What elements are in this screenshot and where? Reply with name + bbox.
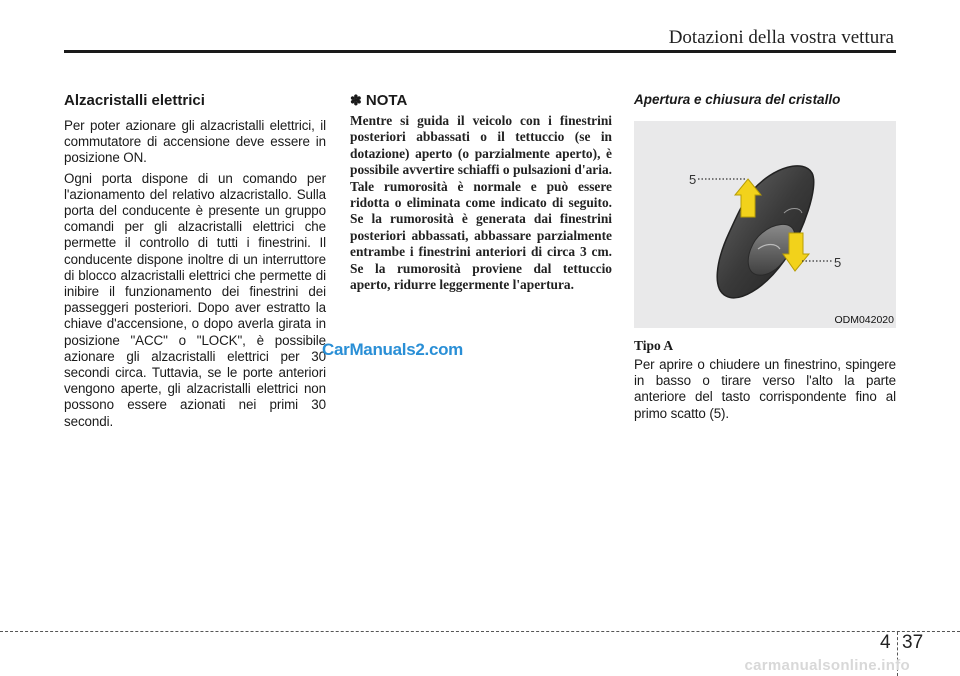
note-title (350, 92, 612, 109)
section-heading-open-close: Apertura e chiusura del cristallo (634, 92, 841, 107)
figure-code: ODM042020 (834, 314, 894, 326)
footer-rule (0, 631, 960, 632)
site-watermark: CarManuals2.com (322, 340, 463, 359)
section-heading-power-windows: Alzacristalli elettrici (64, 92, 205, 109)
note-star-icon: ✽ (350, 92, 362, 108)
paragraph-operation: Per aprire o chiudere un finestrino, spingere in basso o tirare verso l'alto la parte anteriore del tasto corrispondente fino al primo scatto (5). (634, 357, 896, 421)
window-switch-figure (634, 121, 896, 328)
paragraph-controls: Ogni porta dispone di un comando per l'azionamento del relativo alzacristallo. Sulla porta del conducente è presente un gruppo comandi per gli alzacristalli elettrici che permette il controllo di tutti i finestrini. Il conducente dispone inoltre di un interruttore di blocco alzacristalli elettrici che permette di inibire il funzionamento dei finestrini dei passeggeri posteriori. Dopo aver estratto la chiave d'accensione, o dopo averla girata in posizione "ACC" o "LOCK", è possibile azionare gli alzacristalli elettrici per 30 secondi circa. Tuttavia, se le porte anteriori vengono aperte, gli alzacristalli elettrici non possono essere azionati nei primi 30 secondi. (64, 170, 326, 429)
footer-watermark: carmanualsonline.info (744, 657, 910, 674)
column-left (64, 92, 326, 434)
column-right (634, 92, 896, 426)
chapter-number: 4 (880, 632, 891, 653)
column-note (350, 92, 612, 293)
window-switch-illustration (634, 121, 896, 328)
figure-label-top: 5 (689, 172, 697, 187)
figure-label-bottom: 5 (834, 255, 842, 270)
note-text: Mentre si guida il veicolo con i finestrini posteriori abbassati o il tettuccio (se in dotazione) aperto (o parzialmente aperto), è possibile avvertire schiaffi o pulsazioni d'aria. Tale rumorosità è normale e può essere ridotta o eliminata come indicato di seguito. Se la rumorosità è generata dai finestrini posteriori abbassati, abbassare parzialmente entrambe i finestrini anteriori di circa 3 cm. Se la rumorosità proviene dal tettuccio aperto, ridurre leggermente l'apertura. (350, 113, 612, 293)
header-rule (64, 50, 896, 53)
type-label: Tipo A (634, 338, 674, 353)
paragraph-ignition: Per poter azionare gli alzacristalli elettrici, il commutatore di accensione deve essere in posizione ON. (64, 118, 326, 166)
page-number: 37 (902, 632, 924, 653)
page-header-title: Dotazioni della vostra vettura (668, 27, 894, 48)
note-title-label: NOTA (365, 92, 408, 109)
